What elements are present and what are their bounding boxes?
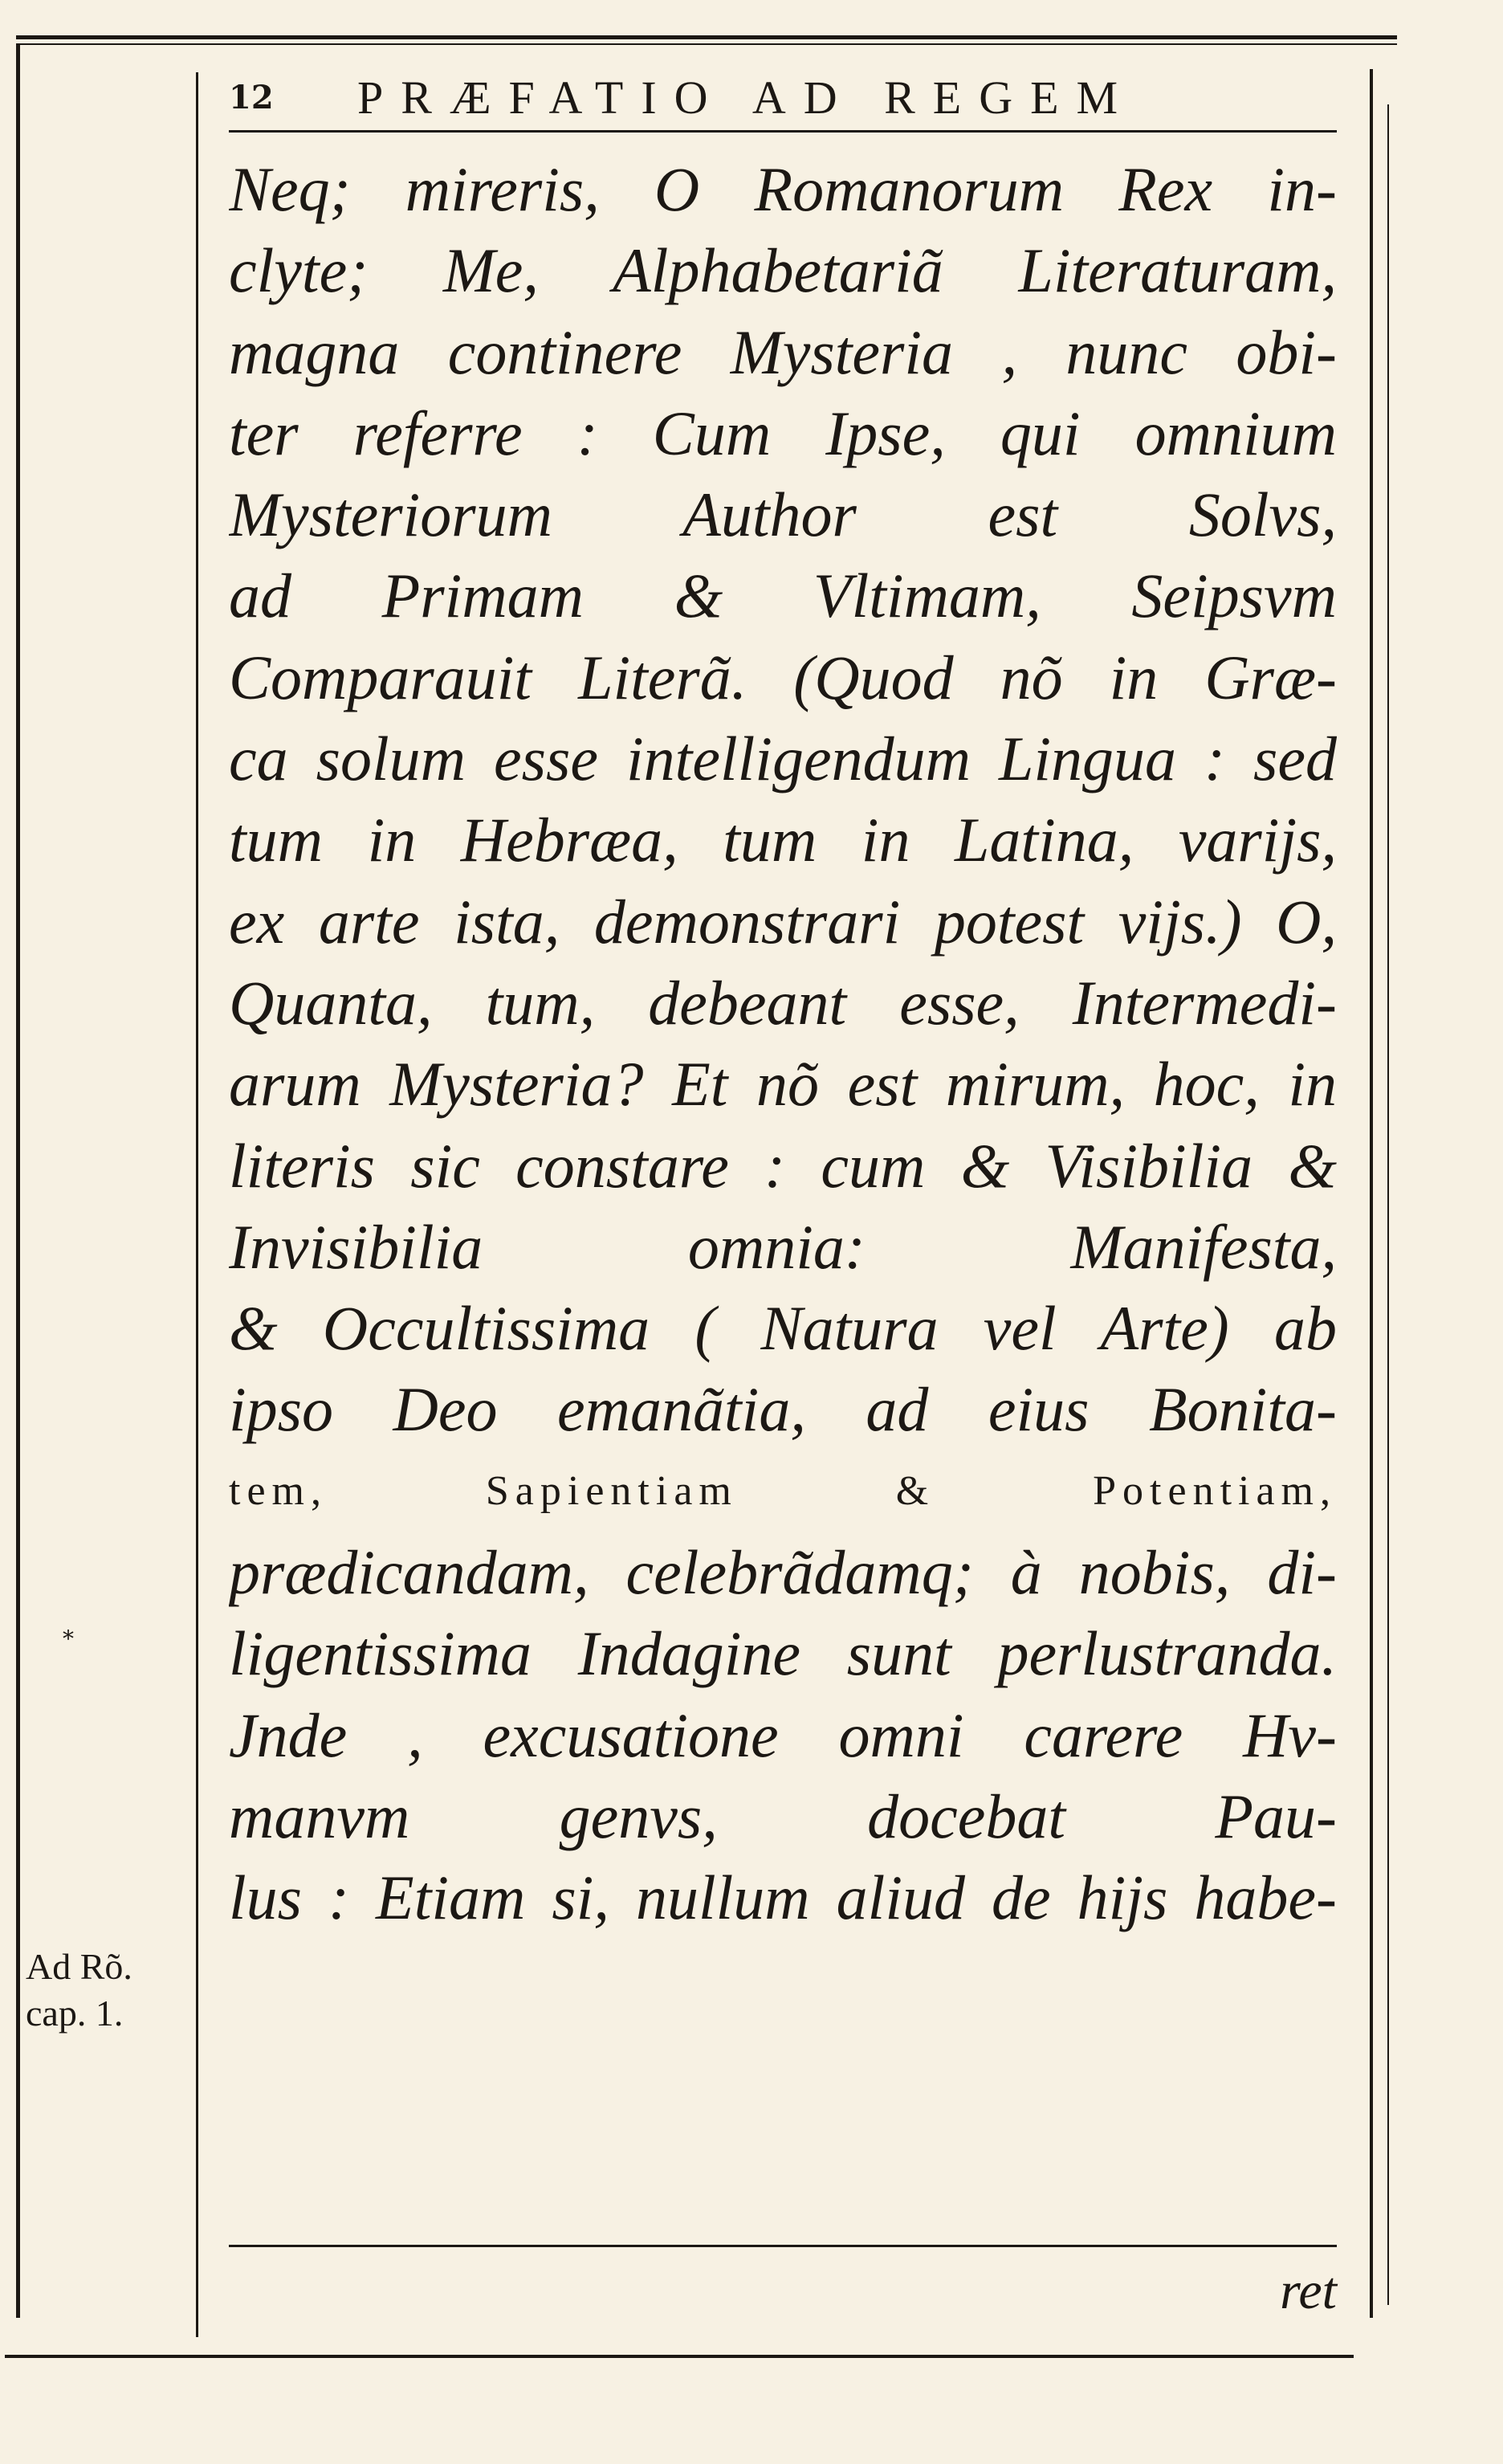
text-line: & Occultissima ( Natura vel Arte) ab <box>229 1293 1337 1364</box>
text-line: ipso Deo emanãtia, ad eius Bonita- <box>229 1374 1337 1445</box>
catchword: ret <box>1280 2262 1337 2320</box>
text-line: manvm genvs, docebat Pau- <box>229 1781 1337 1851</box>
text-line: Comparauit Literã. (Quod nõ in Græ- <box>229 642 1337 712</box>
text-line: tum in Hebræa, tum in Latina, varijs, <box>229 805 1337 875</box>
text-line: ad Primam & Vltimam, Seipsvm <box>229 561 1337 631</box>
text-column-right-rule <box>1370 69 1373 2318</box>
text-line-small-caps: tem, Sapientiam & Potentiam, <box>229 1467 1337 1514</box>
text-line: clyte; Me, Alphabetariã Literaturam, <box>229 235 1337 306</box>
text-line: magna continere Mysteria , nunc obi- <box>229 316 1337 387</box>
body-text <box>229 149 1337 1939</box>
outer-right-rule <box>1387 104 1389 2305</box>
text-line: Neq; mireris, O Romanorum Rex in- <box>229 154 1337 224</box>
frame-bottom-rule <box>5 2355 1354 2358</box>
header-rule <box>229 130 1337 133</box>
frame-top-rule <box>16 35 1397 39</box>
text-line: arum Mysteria? Et nõ est mirum, hoc, in <box>229 1049 1337 1120</box>
frame-top-rule-thin <box>16 43 1397 45</box>
margin-note-line: Ad Rõ. <box>26 1946 132 1987</box>
footer-rule <box>229 2245 1337 2247</box>
text-line: ligentissima Indagine sunt perlustranda. <box>229 1618 1337 1689</box>
text-line: ca solum esse intelligendum Lingua : sed <box>229 724 1337 794</box>
margin-mark: * <box>63 1626 74 1652</box>
text-line: lus : Etiam si, nullum aliud de hijs habe- <box>229 1862 1337 1933</box>
page-number: 12 <box>229 79 274 116</box>
margin-note <box>26 1944 186 2037</box>
margin-note-line: cap. 1. <box>26 1993 124 2034</box>
text-line: literis sic constare : cum & Visibilia & <box>229 1130 1337 1201</box>
page-header <box>229 71 1337 127</box>
text-line: Mysteriorum Author est Solvs, <box>229 479 1337 550</box>
text-line: ex arte ista, demonstrari potest vijs.) O, <box>229 886 1337 957</box>
text-line: prædicandam, celebrãdamq; à nobis, di- <box>229 1537 1337 1608</box>
text-line: Invisibilia omnia: Manifesta, <box>229 1211 1337 1282</box>
text-line: Jnde , excusatione omni carere Hv- <box>229 1699 1337 1770</box>
running-head: PRÆFATIO AD REGEM <box>357 71 1136 124</box>
frame-left-rule <box>16 45 20 2318</box>
text-line: ter referre : Cum Ipse, qui omnium <box>229 398 1337 468</box>
text-column-left-rule <box>196 72 198 2337</box>
text-line: Quanta, tum, debeant esse, Intermedi- <box>229 967 1337 1038</box>
